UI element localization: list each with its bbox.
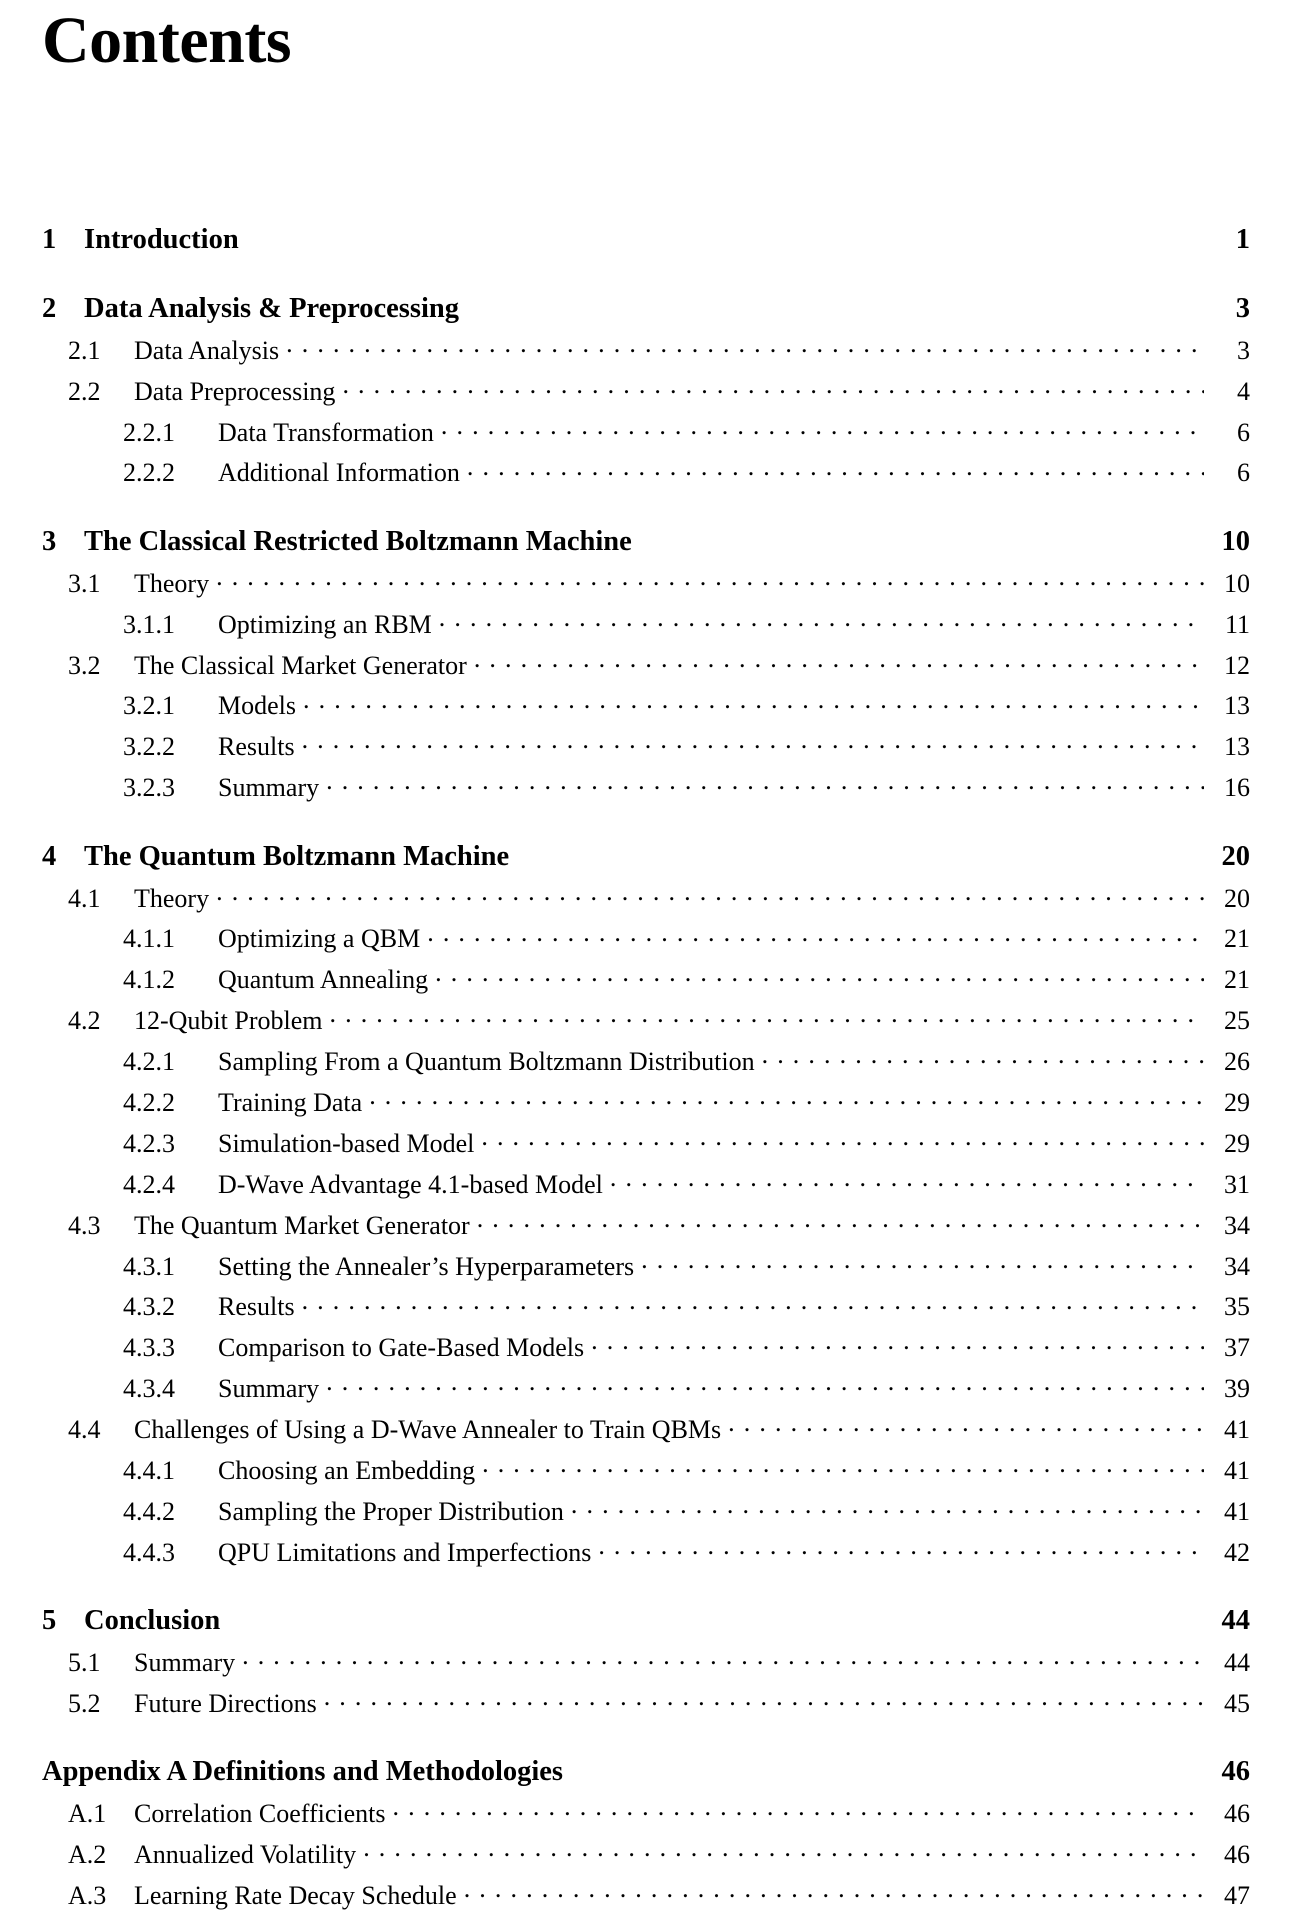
- toc-entry-label: Sampling From a Quantum Boltzmann Distribution: [218, 1047, 755, 1077]
- toc-entry-page-number: 13: [1224, 732, 1250, 762]
- toc-entry[interactable]: [42, 1044, 1250, 1077]
- toc-dot-leader: [326, 770, 1204, 796]
- toc-entry-number: 2: [42, 292, 57, 324]
- toc-entry-label: Data Analysis: [134, 335, 280, 365]
- toc-entry-page-number: 3: [1235, 292, 1250, 324]
- toc-entry-label: Optimizing a QBM: [218, 924, 421, 954]
- toc-entry-label: The Quantum Market Generator: [134, 1210, 470, 1240]
- toc-dot-leader: [242, 1645, 1204, 1671]
- toc-entry-label: Additional Information: [218, 458, 460, 488]
- toc-entry-page-number: 11: [1224, 609, 1250, 639]
- toc-entry[interactable]: [42, 1686, 1250, 1719]
- toc-dot-leader: [577, 1752, 1204, 1781]
- toc-entry-page-number: 13: [1224, 691, 1250, 721]
- toc-entry-page-number: 46: [1224, 1840, 1250, 1870]
- toc-entry-label: Theory: [134, 568, 210, 598]
- toc-entry-page-number: 29: [1224, 1087, 1250, 1117]
- toc-dot-leader: [427, 921, 1204, 947]
- toc-entry-page-number: 42: [1224, 1537, 1250, 1567]
- toc-dot-leader: [216, 881, 1204, 907]
- toc-dot-leader: [435, 962, 1204, 988]
- toc-entry-number: 4.4.2: [123, 1496, 175, 1526]
- toc-entry-page-number: 41: [1224, 1415, 1250, 1445]
- toc-entry-page-number: 39: [1224, 1374, 1250, 1404]
- toc-entry-page-number: 21: [1224, 924, 1250, 954]
- toc-entry[interactable]: [42, 729, 1250, 762]
- toc-entry-page-number: 29: [1224, 1128, 1250, 1158]
- toc-entry[interactable]: [42, 1494, 1250, 1527]
- toc-entry-label: Setting the Annealer’s Hyperparameters: [218, 1251, 635, 1281]
- toc-entry-label: Future Directions: [134, 1688, 317, 1718]
- toc-entry-number: 4.2.4: [123, 1169, 175, 1199]
- toc-entry[interactable]: [42, 1837, 1250, 1870]
- toc-entry[interactable]: [42, 1003, 1250, 1036]
- toc-entry-label: Optimizing an RBM: [218, 609, 432, 639]
- toc-dot-leader: [646, 521, 1204, 550]
- toc-entry[interactable]: [42, 288, 1250, 324]
- toc-entry-number: A.3: [68, 1881, 107, 1911]
- page-title: Contents: [42, 4, 292, 77]
- toc-entry-page-number: 44: [1221, 1605, 1250, 1637]
- toc-entry[interactable]: [42, 1085, 1250, 1118]
- toc-entry-label: Data Preprocessing: [134, 376, 336, 406]
- toc-dot-leader: [369, 1085, 1204, 1111]
- toc-entry-label: Quantum Annealing: [218, 965, 429, 995]
- toc-entry-number: 3.2: [68, 650, 101, 680]
- toc-entry-page-number: 46: [1221, 1756, 1250, 1788]
- toc-entry-label: Results: [218, 1292, 295, 1322]
- toc-entry-list: [42, 219, 1250, 1911]
- toc-entry-label: Results: [218, 732, 295, 762]
- toc-entry[interactable]: [42, 881, 1250, 914]
- toc-entry-page-number: 44: [1224, 1648, 1250, 1678]
- toc-entry-label: Correlation Coefficients: [134, 1799, 386, 1829]
- toc-dot-leader: [481, 1126, 1204, 1152]
- toc-entry-number: 3.2.2: [123, 732, 175, 762]
- toc-entry[interactable]: [42, 333, 1250, 366]
- toc-entry-page-number: 37: [1224, 1333, 1250, 1363]
- toc-entry-label: Challenges of Using a D-Wave Annealer to Train QBMs: [134, 1415, 722, 1445]
- toc-entry[interactable]: [42, 455, 1250, 488]
- toc-entry-number: 4.4.3: [123, 1537, 175, 1567]
- toc-dot-leader: [303, 688, 1204, 714]
- toc-entry-number: 4.4: [68, 1415, 101, 1445]
- toc-entry-label: Sampling the Proper Distribution: [218, 1496, 564, 1526]
- toc-entry[interactable]: [42, 566, 1250, 599]
- toc-entry[interactable]: [42, 962, 1250, 995]
- toc-entry-label: Comparison to Gate-Based Models: [218, 1333, 585, 1363]
- toc-entry-label: Data Analysis & Preprocessing: [84, 292, 459, 324]
- toc-dot-leader: [342, 374, 1204, 400]
- toc-entry-number: 1: [42, 223, 57, 255]
- toc-entry-label: Summary: [218, 773, 320, 803]
- toc-entry-number: 4.1.1: [123, 924, 175, 954]
- toc-entry-number: 5.1: [68, 1648, 101, 1678]
- toc-entry-label: The Quantum Boltzmann Machine: [84, 840, 510, 872]
- toc-entry-page-number: 10: [1221, 525, 1250, 557]
- toc-entry-label: Choosing an Embedding: [218, 1456, 476, 1485]
- toc-entry-page-number: 47: [1224, 1881, 1250, 1911]
- toc-dot-leader: [324, 1686, 1204, 1712]
- toc-entry-number: 5.2: [68, 1688, 101, 1718]
- toc-entry-page-number: 31: [1224, 1169, 1250, 1199]
- toc-entry-label: The Classical Market Generator: [134, 650, 467, 680]
- toc-entry-number: 3: [42, 525, 57, 557]
- toc-dot-leader: [439, 607, 1204, 633]
- toc-entry[interactable]: [42, 1878, 1250, 1911]
- toc-entry-label: Annualized Volatility: [134, 1840, 357, 1870]
- toc-entry[interactable]: [42, 415, 1250, 448]
- toc-entry-label: Summary: [218, 1374, 320, 1404]
- toc-entry-label: QPU Limitations and Imperfections: [218, 1537, 592, 1567]
- toc-entry-page-number: 3: [1237, 335, 1250, 365]
- toc-entry-page-number: 41: [1224, 1456, 1250, 1485]
- toc-entry[interactable]: [42, 921, 1250, 954]
- toc-entry-page-number: 21: [1224, 965, 1250, 995]
- toc-entry-page-number: 16: [1224, 773, 1250, 803]
- toc-entry[interactable]: [42, 1126, 1250, 1159]
- toc-entry-number: 3.2.1: [123, 691, 175, 721]
- toc-entry-label: Appendix A Definitions and Methodologies: [42, 1756, 564, 1788]
- toc-entry-page-number: 10: [1224, 568, 1250, 598]
- toc-dot-leader: [363, 1837, 1204, 1863]
- toc-entry-page-number: 46: [1224, 1799, 1250, 1829]
- toc-dot-leader: [571, 1494, 1204, 1520]
- toc-entry[interactable]: [42, 374, 1250, 407]
- toc-dot-leader: [441, 415, 1204, 441]
- toc-entry-number: 4.2: [68, 1006, 101, 1036]
- toc-entry-page-number: 25: [1224, 1006, 1250, 1036]
- toc-dot-leader: [728, 1412, 1204, 1438]
- toc-entry[interactable]: [42, 688, 1250, 721]
- toc-entry-page-number: 35: [1224, 1292, 1250, 1322]
- toc-entry-label: The Classical Restricted Boltzmann Machine: [84, 525, 632, 557]
- toc-entry-number: 4.3.2: [123, 1292, 175, 1322]
- toc-entry[interactable]: [42, 1371, 1250, 1404]
- toc-entry[interactable]: [42, 1208, 1250, 1241]
- toc-entry-number: 2.2.2: [123, 458, 175, 488]
- toc-dot-leader: [473, 288, 1204, 317]
- toc-entry-number: A.1: [68, 1799, 107, 1829]
- toc-dot-leader: [326, 1371, 1204, 1397]
- toc-entry-number: 4.2.3: [123, 1128, 175, 1158]
- toc-dot-leader: [467, 455, 1204, 481]
- toc-dot-leader: [474, 648, 1204, 674]
- toc-entry-label: Theory: [134, 883, 210, 913]
- toc-entry-label: Introduction: [84, 223, 239, 255]
- toc-entry-number: 4.1: [68, 883, 101, 913]
- toc-dot-leader: [641, 1249, 1204, 1275]
- toc-entry-label: Data Transformation: [218, 417, 434, 447]
- toc-entry[interactable]: [42, 1289, 1250, 1322]
- toc-entry-label: Simulation-based Model: [218, 1128, 475, 1158]
- toc-entry-page-number: 6: [1237, 458, 1250, 488]
- toc-entry-page-number: 26: [1224, 1047, 1250, 1077]
- toc-entry[interactable]: [42, 1535, 1250, 1568]
- toc-entry-label: Conclusion: [84, 1605, 221, 1637]
- toc-dot-leader: [762, 1044, 1204, 1070]
- toc-entry[interactable]: [42, 1601, 1250, 1637]
- toc-entry-number: 4.3: [68, 1210, 101, 1240]
- toc-entry-number: 4.4.1: [123, 1456, 175, 1485]
- toc-entry-label: 12-Qubit Problem: [134, 1006, 323, 1036]
- toc-dot-leader: [216, 566, 1204, 592]
- toc-entry-page-number: 1: [1235, 223, 1250, 255]
- toc-dot-leader: [598, 1535, 1204, 1561]
- toc-entry-label: Models: [218, 691, 296, 721]
- toc-entry-number: 3.2.3: [123, 773, 175, 803]
- toc-dot-leader: [286, 333, 1204, 359]
- toc-entry-number: 4.1.2: [123, 965, 175, 995]
- toc-entry-number: 4: [42, 840, 57, 872]
- toc-entry-page-number: 12: [1224, 650, 1250, 680]
- toc-entry-label: Learning Rate Decay Schedule: [134, 1881, 457, 1911]
- toc-entry[interactable]: [42, 607, 1250, 640]
- toc-entry[interactable]: [42, 1453, 1250, 1486]
- toc-entry-number: 4.3.4: [123, 1374, 175, 1404]
- toc-entry-number: 4.3.1: [123, 1251, 175, 1281]
- toc-entry[interactable]: [42, 1796, 1250, 1829]
- toc-entry-number: 2.2: [68, 376, 101, 406]
- toc-entry[interactable]: [42, 1752, 1250, 1788]
- toc-dot-leader: [523, 836, 1204, 865]
- toc-entry-page-number: 4: [1237, 376, 1250, 406]
- toc-dot-leader: [234, 1601, 1204, 1630]
- toc-entry-label: Summary: [134, 1648, 236, 1678]
- toc-entry[interactable]: [42, 648, 1250, 681]
- toc-entry-number: 2.2.1: [123, 417, 175, 447]
- toc-dot-leader: [610, 1167, 1204, 1193]
- toc-entry[interactable]: [42, 219, 1250, 255]
- toc-dot-leader: [482, 1453, 1204, 1479]
- toc-entry-number: 4.2.2: [123, 1087, 175, 1117]
- toc-entry-number: 5: [42, 1605, 57, 1637]
- toc-entry[interactable]: [42, 521, 1250, 557]
- toc-entry-page-number: 34: [1224, 1210, 1250, 1240]
- toc-entry-number: 4.3.3: [123, 1333, 175, 1363]
- toc-entry-page-number: 20: [1221, 840, 1250, 872]
- toc-entry-number: 3.1.1: [123, 609, 175, 639]
- toc-page: [0, 4, 1294, 1911]
- toc-dot-leader: [330, 1003, 1205, 1029]
- toc-entry-page-number: 34: [1224, 1251, 1250, 1281]
- toc-entry[interactable]: [42, 770, 1250, 803]
- toc-entry[interactable]: [42, 1167, 1250, 1200]
- toc-dot-leader: [302, 729, 1204, 755]
- toc-entry-page-number: 45: [1224, 1688, 1250, 1718]
- toc-entry-number: 2.1: [68, 335, 101, 365]
- toc-entry-page-number: 20: [1224, 883, 1250, 913]
- toc-dot-leader: [591, 1330, 1204, 1356]
- toc-dot-leader: [302, 1289, 1204, 1315]
- toc-dot-leader: [393, 1796, 1204, 1822]
- toc-dot-leader: [477, 1208, 1204, 1234]
- toc-entry-label: Training Data: [218, 1087, 363, 1117]
- toc-entry[interactable]: [42, 836, 1250, 872]
- toc-entry-page-number: 6: [1237, 417, 1250, 447]
- toc-dot-leader: [253, 219, 1204, 248]
- toc-entry[interactable]: [42, 1330, 1250, 1363]
- toc-entry-page-number: 41: [1224, 1496, 1250, 1526]
- toc-entry[interactable]: [42, 1645, 1250, 1678]
- toc-entry[interactable]: [42, 1412, 1250, 1445]
- toc-entry-number: 4.2.1: [123, 1047, 175, 1077]
- toc-entry-label: D-Wave Advantage 4.1-based Model: [218, 1169, 603, 1199]
- toc-entry-number: 3.1: [68, 568, 101, 598]
- toc-entry[interactable]: [42, 1249, 1250, 1282]
- toc-entry-number: A.2: [68, 1840, 107, 1870]
